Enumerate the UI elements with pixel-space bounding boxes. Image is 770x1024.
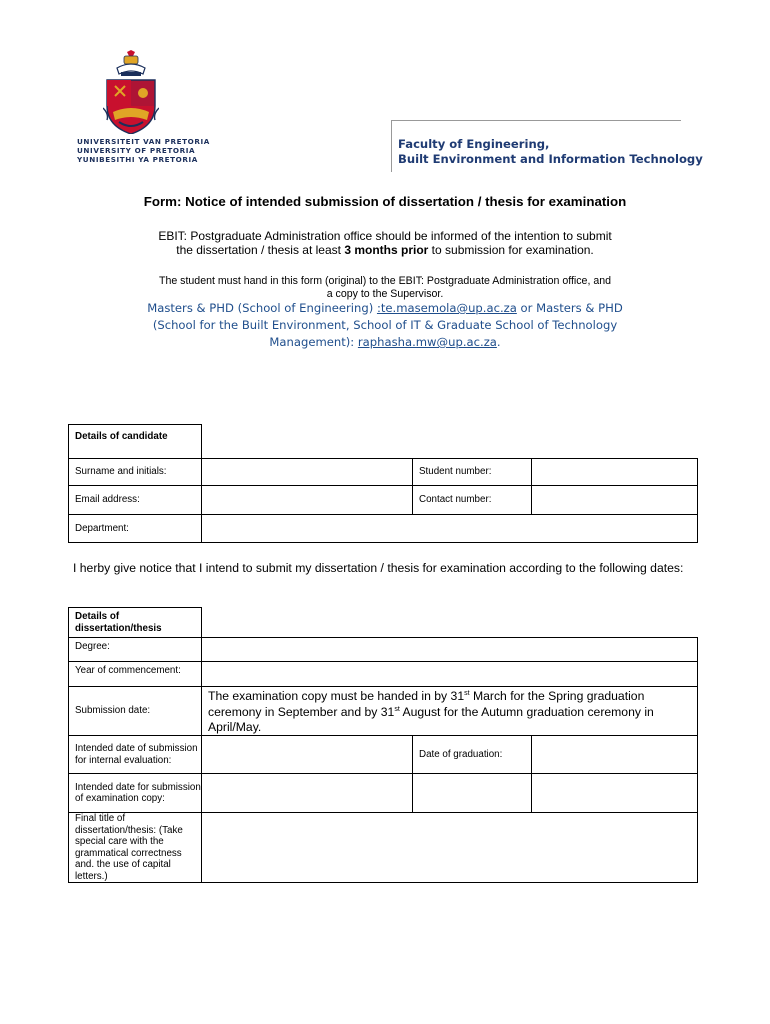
graduation-date-field[interactable] — [532, 736, 697, 773]
department-label: Department: — [75, 522, 129, 534]
form-title: Form: Notice of intended submission of dissertation / thesis for examination — [143, 194, 627, 209]
student-number-field[interactable] — [532, 459, 697, 485]
intro-line-2-pre: the dissertation / thesis at least — [176, 243, 345, 257]
internal-evaluation-date-field[interactable] — [202, 736, 412, 773]
internal-evaluation-label: Intended date of submission for internal evaluation: — [75, 743, 198, 766]
faculty-divider-vertical — [391, 120, 392, 172]
exam-copy-blank-cell[interactable] — [413, 774, 531, 812]
faculty-name-line-2: Built Environment and Information Technology — [398, 152, 703, 166]
final-title-field[interactable] — [202, 813, 697, 882]
faculty-divider-horizontal — [391, 120, 681, 121]
university-name-afrikaans: UNIVERSITEIT VAN PRETORIA — [77, 137, 210, 146]
graduation-date-label: Date of graduation: — [419, 748, 503, 760]
examination-copy-date-field[interactable] — [202, 774, 412, 812]
department-field[interactable] — [202, 515, 697, 542]
submission-instructions — [202, 687, 697, 735]
contact-line-3-post: . — [496, 335, 501, 349]
student-number-label: Student number: — [419, 466, 492, 478]
contact-number-label: Contact number: — [419, 494, 492, 506]
submission-sup-2: st — [394, 705, 400, 713]
contact-line-1-post: or Masters & PHD — [516, 301, 623, 315]
surname-field[interactable] — [202, 459, 412, 485]
built-environment-email-link[interactable]: raphasha.mw@up.ac.za — [357, 335, 497, 349]
handin-line-2: a copy to the Supervisor. — [326, 288, 444, 300]
thesis-heading: Details of dissertation/thesis — [75, 611, 162, 634]
contact-number-field[interactable] — [532, 486, 697, 514]
engineering-email-link[interactable]: :te.masemola@up.ac.za — [376, 301, 517, 315]
examination-copy-label: Intended date for submission of examination copy: — [75, 781, 201, 804]
submission-text-1: The examination copy must be handed in by 31 — [208, 689, 465, 703]
degree-field[interactable] — [202, 638, 697, 661]
faculty-name-line-1: Faculty of Engineering, — [398, 137, 550, 151]
intro-line-2-post: to submission for examination. — [428, 243, 594, 257]
contact-line-1-pre: Masters & PHD (School of Engineering) — [147, 301, 377, 315]
submission-text-2: March for the Spring graduation ceremony in September and by 31 — [208, 689, 645, 719]
submission-label: Submission date: — [75, 705, 151, 717]
intro-line-2 — [0, 243, 770, 257]
year-field[interactable] — [202, 662, 697, 686]
final-title-label: Final title of dissertation/thesis: (Take special care with the grammatical correctness and. the use of capital letters.) — [75, 813, 183, 882]
surname-label: Surname and initials: — [75, 466, 167, 478]
email-label: Email address: — [75, 494, 140, 506]
contact-line-3 — [0, 335, 770, 349]
contact-line-3-pre: Management): — [269, 335, 358, 349]
contact-line-2: (School for the Built Environment, School of IT & Graduate School of Technology — [152, 318, 618, 332]
university-crest-logo — [103, 50, 159, 134]
submission-text-3: August for the Autumn graduation ceremony in April/May. — [208, 704, 654, 735]
exam-copy-blank-cell-2[interactable] — [532, 774, 697, 812]
handin-line-1: The student must hand in this form (original) to the EBIT: Postgraduate Administration office, and — [158, 275, 612, 287]
degree-label: Degree: — [75, 640, 110, 652]
intro-line-2-bold: 3 months prior — [344, 243, 429, 257]
candidate-heading: Details of candidate — [75, 431, 168, 443]
year-label: Year of commencement: — [75, 664, 181, 676]
email-field[interactable] — [202, 486, 412, 514]
university-name-sepedi: YUNIBESITHI YA PRETORIA — [77, 155, 198, 164]
intro-line-1: EBIT: Postgraduate Administration office should be informed of the intention to submit — [158, 229, 612, 243]
submission-sup-1: st — [464, 689, 470, 697]
notice-statement: I herby give notice that I intend to submit my dissertation / thesis for examination according to the following dates: — [73, 561, 684, 575]
contact-line-1 — [0, 301, 770, 315]
university-name-english: UNIVERSITY OF PRETORIA — [77, 146, 196, 155]
